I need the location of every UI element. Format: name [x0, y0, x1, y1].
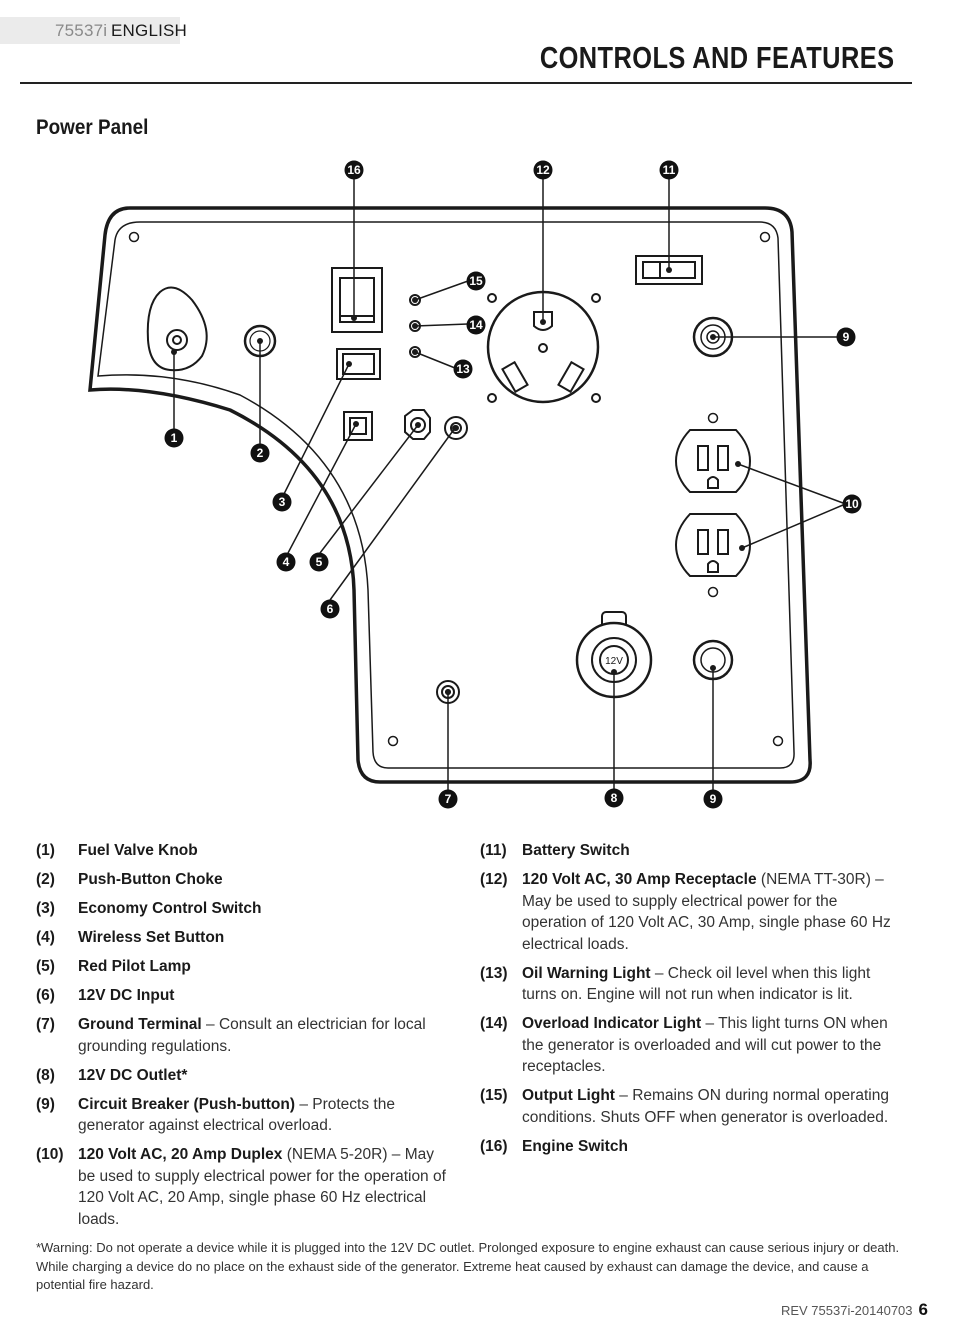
- feature-name: Overload Indicator Light: [522, 1015, 702, 1032]
- feature-item: [480, 840, 900, 862]
- feature-name: Ground Terminal: [78, 1016, 202, 1033]
- callout-16: [345, 161, 364, 180]
- feature-description: – Remains ON during normal operating conditions. Shuts OFF when generator is overloaded.: [522, 1087, 889, 1126]
- callout-2: [251, 444, 270, 463]
- feature-item: [36, 869, 446, 891]
- feature-number: (3): [36, 900, 55, 917]
- callout-15-number: 15: [469, 274, 483, 288]
- callout-1: [165, 429, 184, 448]
- feature-description: (NEMA TT-30R) – May be used to supply electrical power for the operation of 120 Volt AC, 30 Amp, single phase 60 Hz electrical loads.: [522, 871, 891, 953]
- outlet-12v-label: 12V: [605, 656, 623, 667]
- warning-note: *Warning: Do not operate a device while it is plugged into the 12V DC outlet. Prolonged exposure to engine exhaust can cause serious injury or death. While charging a device do no place on the exhaust side of the generator. Extreme heat caused by exhaust can damage the device, and cause a potential fire hazard.: [36, 1240, 900, 1292]
- feature-name: Wireless Set Button: [78, 929, 225, 946]
- callout-2-number: 2: [256, 446, 264, 460]
- duplex-outlets: [676, 430, 750, 576]
- callout-5: [310, 553, 329, 572]
- feature-number: (12): [480, 871, 508, 888]
- feature-description: – Protects the generator against electrical overload.: [78, 1095, 395, 1134]
- feature-number: (2): [36, 871, 55, 888]
- callout-8-number: 8: [610, 791, 618, 805]
- callout-1-number: 1: [170, 431, 178, 445]
- page-number: 6: [918, 1300, 928, 1319]
- feature-name: Oil Warning Light: [522, 964, 651, 982]
- callout-12-number: 12: [536, 163, 550, 177]
- page-footer: [781, 1300, 928, 1320]
- callout-9-bottom: [704, 790, 723, 809]
- feature-item: [480, 869, 900, 955]
- callout-6: [321, 600, 340, 619]
- feature-number: (6): [36, 987, 55, 1004]
- feature-name: Push-Button Choke: [78, 871, 223, 888]
- callout-9a-number: 9: [842, 330, 850, 344]
- callout-4-number: 4: [282, 555, 290, 569]
- feature-item: [36, 840, 446, 862]
- feature-name: Red Pilot Lamp: [78, 958, 191, 975]
- callout-10-number: 10: [845, 497, 859, 511]
- header-rule: [20, 82, 912, 84]
- feature-item: [36, 1014, 446, 1057]
- fuel-valve-knob: [148, 288, 207, 371]
- feature-name: 12V DC Outlet*: [78, 1066, 188, 1084]
- callout-10: [843, 495, 862, 514]
- feature-number: (7): [36, 1016, 55, 1033]
- feature-name: Fuel Valve Knob: [78, 842, 198, 859]
- callout-13-number: 13: [456, 362, 470, 376]
- feature-item: [36, 927, 446, 949]
- callout-5-number: 5: [315, 555, 323, 569]
- callout-3: [273, 493, 292, 512]
- feature-item: [480, 963, 900, 1006]
- feature-number: (10): [36, 1146, 64, 1163]
- callout-16-number: 16: [347, 163, 361, 177]
- feature-name: 120 Volt AC, 30 Amp Receptacle: [522, 871, 757, 888]
- model-language-tab: [0, 17, 188, 44]
- feature-number: (9): [36, 1095, 55, 1113]
- feature-list-left: [36, 840, 446, 1238]
- revision-code: REV 75537i-20140703: [780, 1303, 913, 1318]
- section-title: Power Panel: [36, 116, 149, 139]
- callout-11: [660, 161, 679, 180]
- feature-number: (11): [480, 842, 507, 859]
- feature-list-right: [480, 840, 900, 1165]
- feature-name: 120 Volt AC, 20 Amp Duplex: [78, 1146, 283, 1163]
- callout-7-number: 7: [444, 792, 452, 806]
- callout-9-top: [837, 328, 856, 347]
- feature-item: [36, 1144, 446, 1230]
- feature-number: (5): [36, 958, 55, 975]
- page-title: CONTROLS AND FEATURES: [539, 40, 894, 75]
- receptacle-30a: [488, 292, 600, 402]
- feature-name: Circuit Breaker (Push-button): [78, 1095, 296, 1113]
- callout-15: [467, 272, 486, 291]
- feature-number: (16): [480, 1137, 508, 1155]
- feature-name: Battery Switch: [522, 842, 630, 859]
- callout-11-number: 11: [662, 163, 676, 177]
- feature-item: [36, 1065, 446, 1087]
- feature-description: – Consult an electrician for local grounding regulations.: [78, 1016, 426, 1055]
- feature-number: (4): [36, 929, 55, 946]
- callout-14: [467, 316, 486, 335]
- feature-item: [36, 956, 446, 978]
- feature-name: Engine Switch: [522, 1137, 628, 1155]
- callout-8: [605, 789, 624, 808]
- feature-name: Economy Control Switch: [78, 900, 262, 917]
- callout-14-number: 14: [469, 318, 483, 332]
- callout-3-number: 3: [278, 495, 286, 509]
- callout-13: [454, 360, 473, 379]
- feature-description: (NEMA 5-20R) – May be used to supply electrical power for the operation of 120 Volt AC, 20 Amp, single phase 60 Hz electrical loads.: [78, 1146, 446, 1228]
- callout-9b-number: 9: [709, 792, 717, 806]
- engine-switch: [332, 268, 382, 332]
- feature-number: (14): [480, 1015, 508, 1032]
- feature-name: 12V DC Input: [78, 987, 175, 1004]
- feature-item: [36, 985, 446, 1007]
- panel-screws: [130, 233, 783, 746]
- feature-number: (13): [480, 964, 508, 982]
- feature-item: [36, 1094, 446, 1137]
- callout-4: [277, 553, 296, 572]
- feature-item: [36, 898, 446, 920]
- callout-6-number: 6: [326, 602, 334, 616]
- power-panel-diagram: [0, 150, 954, 820]
- model-code: 75537i: [55, 21, 108, 40]
- feature-item: [480, 1136, 900, 1158]
- feature-item: [480, 1013, 900, 1078]
- feature-number: (1): [36, 842, 55, 859]
- feature-number: (8): [36, 1066, 55, 1084]
- feature-description: – Check oil level when this light turns on. Engine will not run when indicator is lit.: [522, 964, 871, 1003]
- feature-number: (15): [480, 1087, 508, 1104]
- language-label: ENGLISH: [111, 21, 188, 40]
- feature-name: Output Light: [522, 1087, 615, 1104]
- callout-7: [439, 790, 458, 809]
- feature-item: [480, 1085, 900, 1128]
- feature-description: – This light turns ON when the generator is overloaded and will cut power to the receptacles.: [522, 1015, 888, 1075]
- callout-12: [534, 161, 553, 180]
